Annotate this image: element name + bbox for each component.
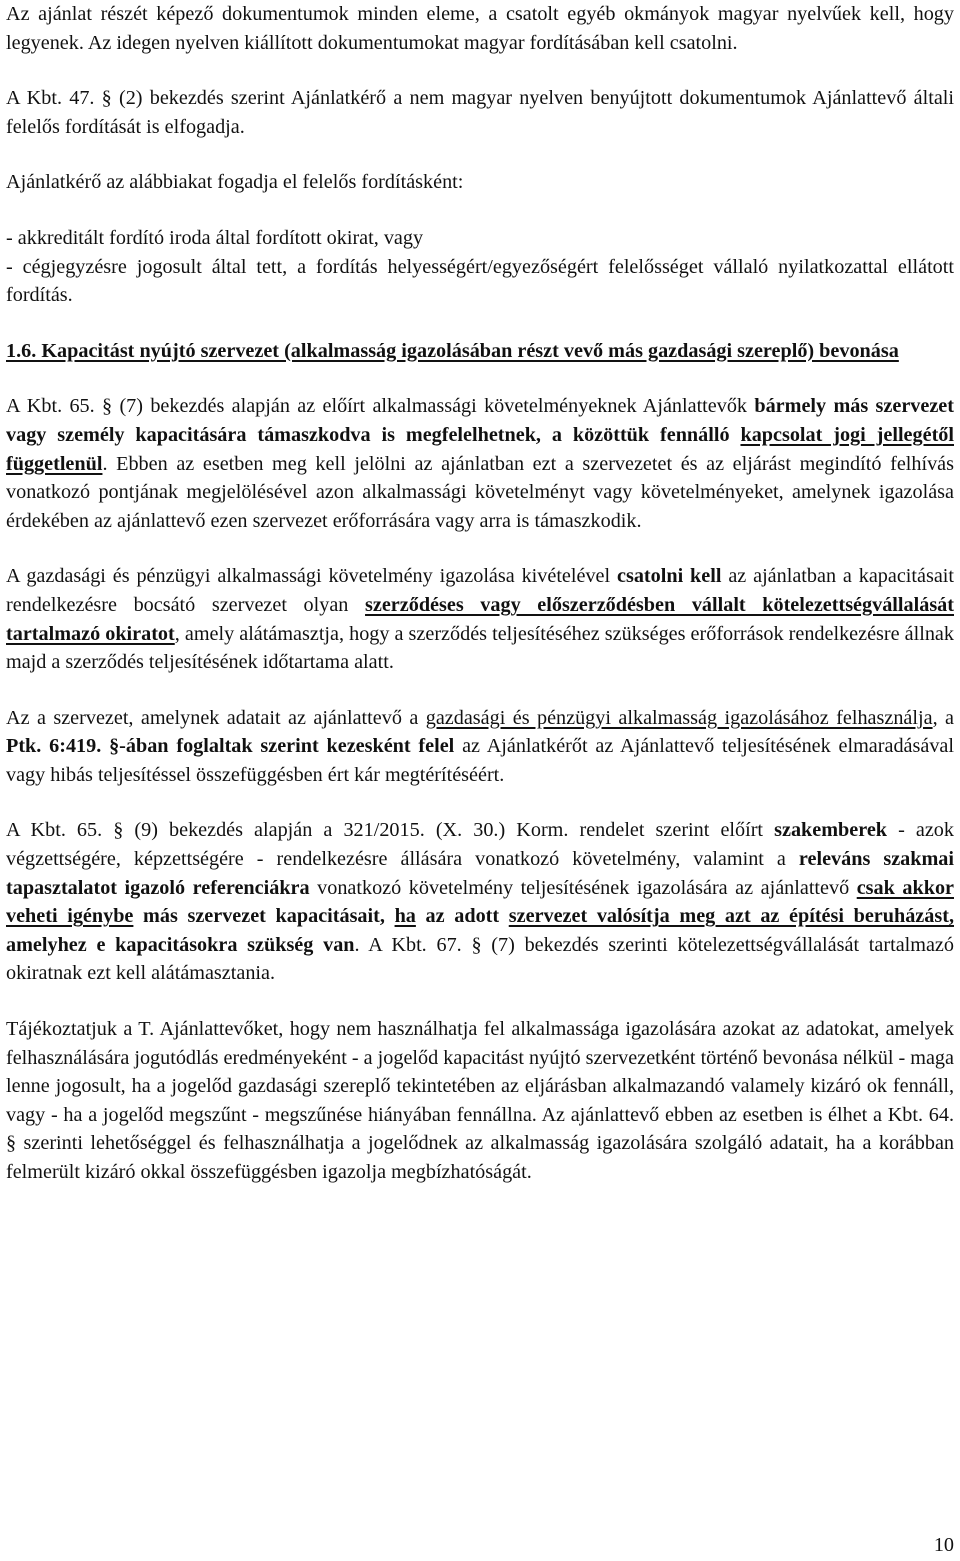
- paragraph-language-requirement: Az ajánlat részét képező dokumentumok minden eleme, a csatolt egyéb okmányok magyar nyelvűek kell, hogy legyenek. Az idegen nyelven kiállított dokumentumokat magyar fordításában kell csatolni.: [6, 3, 954, 54]
- text-span: az Ajánlatkérőt az Ajánlattevő teljesítésének elmaradásával vagy hibás teljesítéssel összefüggésben ért kár megtérítéséért.: [6, 735, 954, 786]
- bold-underlined-text: kapcsolat jogi jellegétől függetlenül: [6, 423, 954, 475]
- underlined-text: gazdasági és pénzügyi alkalmasság igazolásához felhasználja: [425, 706, 933, 729]
- paragraph-capacity-reliance: [6, 392, 954, 535]
- text-span: . Ebben az esetben meg kell jelölni az ajánlatban ezt a szervezetet és az eljárást megindító felhívás vonatkozó pontjának megjelölésével azon alkalmassági követelményt vagy követelményeket, amelynek igazolása érdekében az ajánlattevő ezen szervezet erőforrására vagy arra is támaszkodik.: [6, 452, 954, 532]
- bold-text: Ptk. 6:419. §-ában foglaltak szerint kezesként felel: [6, 735, 455, 758]
- document-page: [6, 0, 954, 1187]
- text-span: Az a szervezet, amelynek adatait az ajánlattevő a: [6, 706, 426, 729]
- paragraph-experts-references: [6, 816, 954, 988]
- bold-underlined-text: szerződéses vagy előszerződésben vállalt kötelezettségvállalását tartalmazó okiratot: [6, 593, 954, 645]
- list-item-authorized-signatory: - cégjegyzésre jogosult által tett, a fordítás helyességért/egyezőségért felelősséget vállaló nyilatkozattal ellátott fordítás.: [6, 255, 954, 307]
- bold-text: releváns szakmai tapasztalatot igazoló referenciákra: [6, 848, 954, 899]
- text-span: A gazdasági és pénzügyi alkalmassági követelmény igazolása kivételével: [6, 565, 617, 588]
- bold-text: szakemberek: [774, 819, 888, 842]
- bold-underlined-text: szervezet valósítja meg azt az építési beruházást,: [508, 905, 954, 928]
- bold-text: csatolni kell: [617, 565, 722, 588]
- paragraph-translation-acceptance: A Kbt. 47. § (2) bekezdés szerint Ajánlatkérő a nem magyar nyelven benyújtott dokumentumok Ajánlattevő általi felelős fordítását is elfogadja.: [6, 87, 954, 138]
- list-item-accredited-office: - akkreditált fordító iroda által fordított okirat, vagy: [6, 226, 424, 249]
- text-span: , amely alátámasztja, hogy a szerződés teljesítéséhez szükséges erőforrások rendelkezésre állnak majd a szerződés teljesítésének időtartama alatt.: [6, 622, 954, 674]
- text-span: vonatkozó követelmény teljesítésének igazolására az ajánlattevő: [309, 876, 857, 899]
- paragraph-responsible-translation-intro: Ajánlatkérő az alábbiakat fogadja el felelős fordításként:: [6, 171, 464, 194]
- bold-text: más szervezet kapacitásait,: [133, 905, 395, 928]
- bold-text: bármely más szervezet vagy személy kapacitására támaszkodva is megfelelhetnek, a közöttük fennálló: [6, 395, 954, 446]
- bold-text: az adott: [415, 905, 509, 928]
- text-span: A Kbt. 65. § (7) bekezdés alapján az előírt alkalmassági követelményeknek Ajánlattevők: [6, 395, 755, 418]
- paragraph-guarantor-liability: [6, 704, 954, 790]
- bold-underlined-text: csak akkor veheti igénybe: [6, 876, 954, 928]
- text-span: - azok végzettségére, képzettségére - rendelkezésre állására vonatkozó követelmény, valamint a: [6, 819, 954, 871]
- text-span: az ajánlatban a kapacitásait rendelkezésre bocsátó szervezet olyan: [6, 565, 955, 616]
- paragraph-legal-successor-notice: Tájékoztatjuk a T. Ajánlattevőket, hogy nem használhatja fel alkalmassága igazolására azokat az adatokat, amelyek felhasználására jogutódlás eredményeként - a jogelőd kapacitást nyújtó szervezetként történő bevonása nélkül - maga lenne jogosult, ha a jogelőd gazdasági szereplő tekintetében az eljárásban alkalmazandó valamely kizáró ok fennáll, vagy - ha a jogelőd megszűnt - megszűnése hiányában fennállna. Az ajánlattevő ebben az esetben is élhet a Kbt. 64. § szerinti lehetőséggel és felhasználhatja a jogelődnek az alkalmasság igazolására szolgáló adatait, ha a korábban felmerült kizáró okkal összefüggésben igazolja megbízhatóságát.: [6, 1018, 954, 1183]
- text-span: . A Kbt. 67. § (7) bekezdés szerinti kötelezettségvállalását tartalmazó okiratnak ezt kell alátámasztania.: [6, 933, 954, 985]
- bold-underlined-text: ha: [394, 905, 416, 928]
- section-heading: 1.6. Kapacitást nyújtó szervezet (alkalmasság igazolásában részt vevő más gazdasági szereplő) bevonása: [6, 339, 899, 362]
- text-span: , a: [932, 706, 954, 729]
- paragraph-commitment-document: [6, 562, 954, 676]
- page-number: 10: [933, 1534, 954, 1556]
- text-span: A Kbt. 65. § (9) bekezdés alapján a 321/2015. (X. 30.) Korm. rendelet szerint előírt: [6, 819, 775, 842]
- bold-text: amelyhez e kapacitásokra szükség van: [6, 933, 355, 956]
